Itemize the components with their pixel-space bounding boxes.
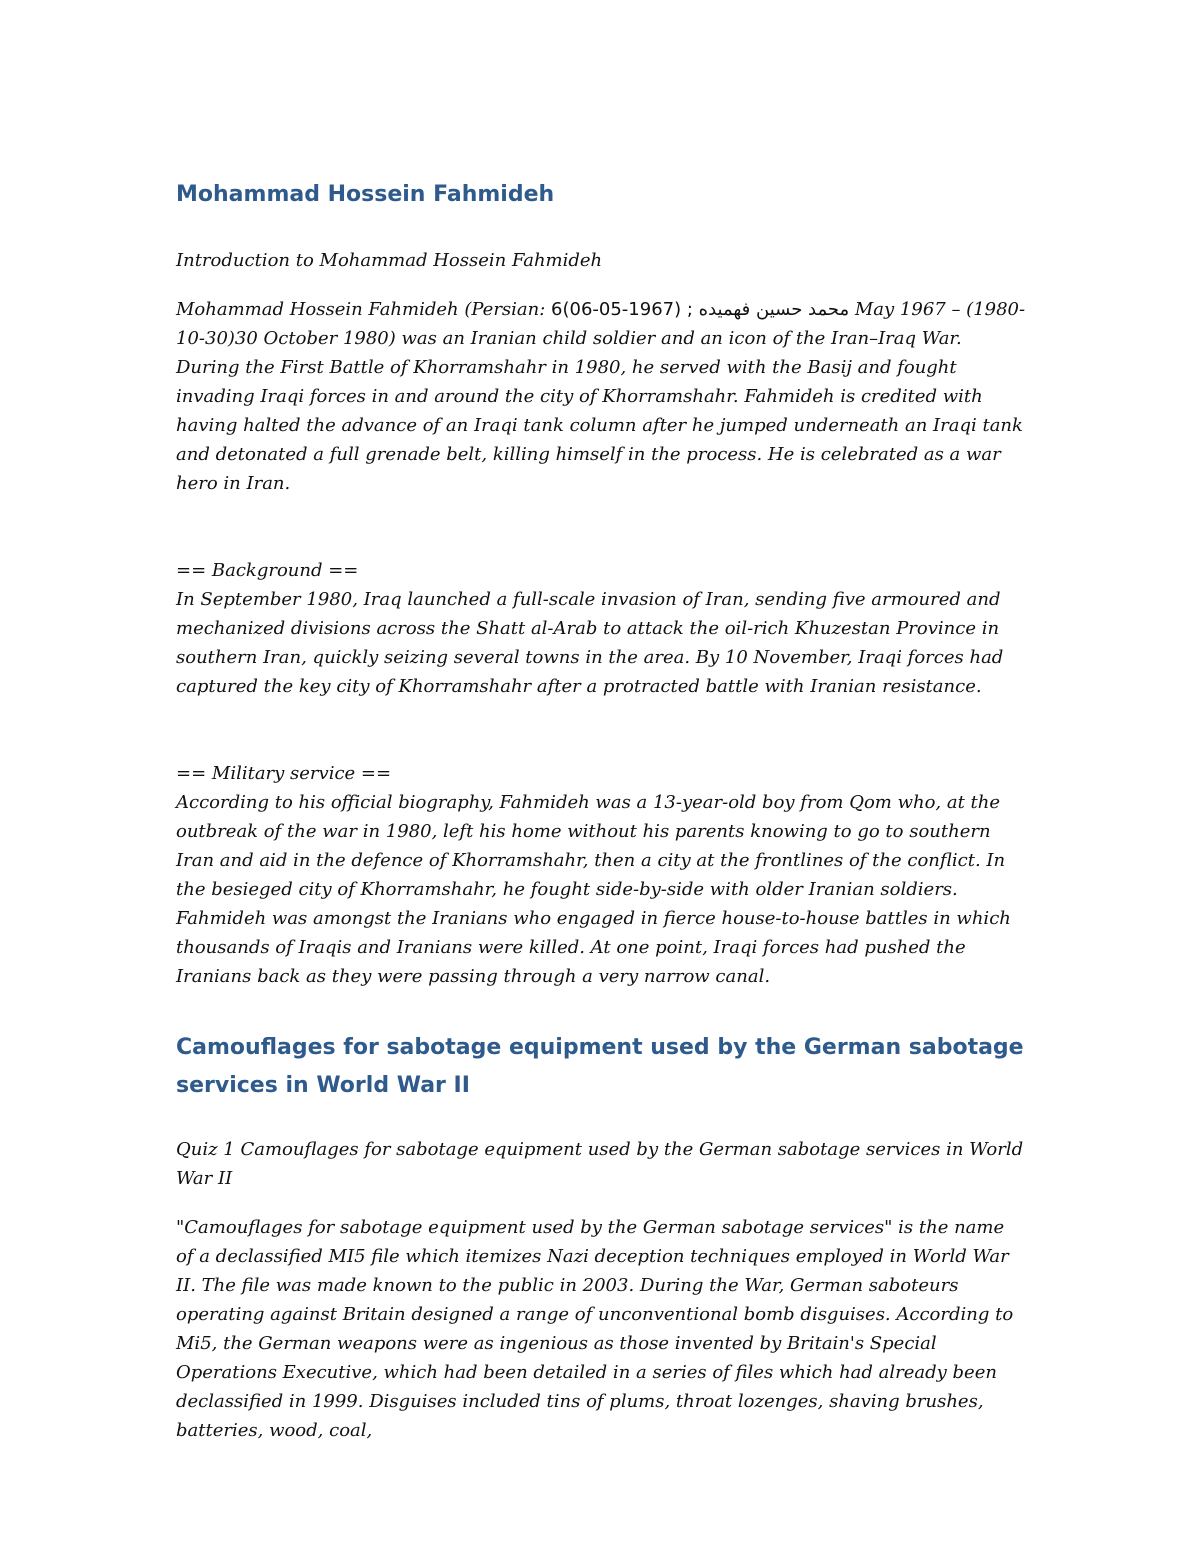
document-page <box>176 176 1026 1445</box>
persian-name: محمد حسین فهمیده <box>698 299 850 320</box>
military-paragraph: According to his official biography, Fahmideh was a 13-year-old boy from Qom who, at the outbreak of the war in 1980, left his home without his parents knowing to go to southern Iran and aid in the defence of Khorramshahr, then a city at the frontlines of the conflict. In the besieged city of Khorramshahr, he fought side-by-side with older Iranian soldiers. Fahmideh was amongst the Iranians who engaged in fierce house-to-house battles in which thousands of Iraqis and Iranians were killed. At one point, Iraqi forces had pushed the Iranians back as they were passing through a very narrow canal. <box>176 792 1011 987</box>
intro-text-part4: May 1967 – (1980-10-30)30 October 1980) was an Iranian child soldier and an icon of the Iran–Iraq War. During the First Battle of Khorramshahr in 1980, he served with the Basij and fought invading Iraqi forces in and around the city of Khorramshahr. Fahmideh is credited with having halted the advance of an Iraqi tank column after he jumped underneath an Iraqi tank and detonated a full grenade belt, killing himself in the process. He is celebrated as a war hero in Iran. <box>176 299 1026 494</box>
quiz-paragraph: "Camouflages for sabotage equipment used by the German sabotage services" is the name of a declassified MI5 file which itemizes Nazi deception techniques employed in World War II. The file was made known to the public in 2003. During the War, German saboteurs operating against Britain designed a range of unconventional bomb disguises. According to Mi5, the German weapons were as ingenious as those invented by Britain's Special Operations Executive, which had been detailed in a series of files which had already been declassified in 1999. Disguises included tins of plums, throat lozenges, shaving brushes, batteries, wood, coal, <box>176 1217 1014 1441</box>
intro-subtitle: Introduction to Mohammad Hossein Fahmideh <box>176 250 603 271</box>
page-title: Mohammad Hossein Fahmideh <box>176 182 555 207</box>
military-heading: == Military service == <box>176 763 392 784</box>
background-heading: == Background == <box>176 560 359 581</box>
quiz-subtitle: Quiz 1 Camouflages for sabotage equipment used by the German sabotage services in World War II <box>176 1139 1024 1189</box>
section-title-camouflages: Camouflages for sabotage equipment used by the German sabotage services in World War II <box>176 1035 1024 1098</box>
intro-date-text: 6(06-05-1967) ; <box>551 299 693 320</box>
background-paragraph: In September 1980, Iraq launched a full-scale invasion of Iran, sending five armoured and mechanized divisions across the Shatt al-Arab to attack the oil-rich Khuzestan Province in southern Iran, quickly seizing several towns in the area. By 10 November, Iraqi forces had captured the key city of Khorramshahr after a protracted battle with Iranian resistance. <box>176 589 1004 697</box>
intro-paragraph <box>176 295 1026 498</box>
intro-text-part1: Mohammad Hossein Fahmideh (Persian: <box>176 299 552 320</box>
